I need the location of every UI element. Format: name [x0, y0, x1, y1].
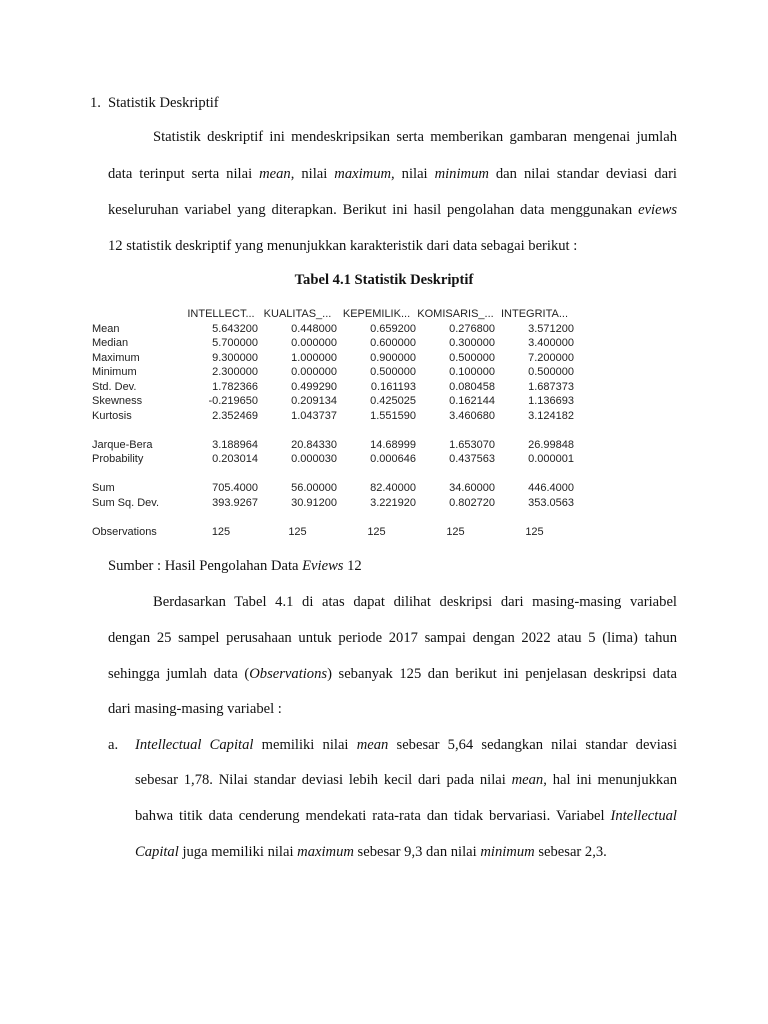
table-cell: 3.188964: [212, 438, 258, 451]
descriptive-stats-table: [92, 307, 574, 539]
table-cell: 0.000030: [291, 453, 337, 465]
table-cell: 34.60000: [449, 482, 495, 494]
table-cell: 1.782366: [212, 380, 258, 393]
table-cell: 20.84330: [291, 438, 337, 451]
table-cell: 0.300000: [449, 337, 495, 349]
table-cell: 0.500000: [528, 366, 574, 378]
table-cell: 82.40000: [370, 482, 416, 494]
table-cell: 0.080458: [449, 380, 495, 393]
table-cell: 0.499290: [291, 380, 337, 393]
table-cell: 393.9267: [212, 496, 258, 509]
para2-line-1: Berdasarkan Tabel 4.1 di atas dapat dilihat deskripsi dari masing-masing variabel: [153, 594, 677, 610]
table-cell: 0.437563: [449, 453, 495, 465]
table-cell: 0.659200: [370, 322, 416, 335]
para2-line-3: sehingga jumlah data (Observations) sebanyak 125 dan berikut ini penjelasan deskripsi data: [108, 666, 677, 682]
table-cell: 446.4000: [528, 482, 574, 494]
table-row: [92, 336, 574, 351]
table-cell: 1.000000: [291, 351, 337, 364]
table-cell: 5.643200: [212, 322, 258, 335]
table-cell: 14.68999: [370, 438, 416, 451]
table-cell: 0.500000: [370, 366, 416, 378]
table-row: [92, 438, 574, 453]
row-label: Median: [92, 337, 129, 349]
table-cell: 0.203014: [212, 453, 258, 465]
table-cell: 125: [525, 525, 544, 538]
row-label: Mean: [92, 322, 120, 335]
table-cell: 0.448000: [291, 322, 337, 335]
list-marker: a.: [108, 737, 119, 753]
table-cell: 0.161193: [370, 380, 416, 393]
table-cell: 0.802720: [449, 496, 495, 509]
table-row: [92, 380, 574, 395]
row-label: Maximum: [92, 351, 140, 364]
table-row: [92, 525, 574, 540]
table-cell: 353.0563: [528, 496, 574, 509]
section-title: Statistik Deskriptif: [108, 95, 219, 111]
column-header: KOMISARIS_...: [417, 308, 494, 320]
table-row: [92, 496, 574, 511]
table-cell: 0.000000: [291, 337, 337, 349]
table-cell: 1.043737: [291, 409, 337, 422]
table-cell: 26.99848: [528, 438, 574, 451]
row-label: Std. Dev.: [92, 380, 137, 393]
item-a-line-3: bahwa titik data cenderung mendekati rata-rata dan tidak bervariasi. Variabel Intellectual: [135, 808, 677, 824]
table-cell: 2.352469: [212, 409, 258, 422]
row-label: Observations: [92, 525, 157, 538]
table-cell: 1.136693: [528, 395, 574, 407]
table-cell: 0.500000: [449, 351, 495, 364]
table-cell: 0.600000: [370, 337, 416, 349]
table-cell: 125: [211, 525, 231, 538]
section-number: 1.: [90, 95, 101, 111]
table-cell: 0.000646: [370, 453, 416, 465]
table-row: [92, 351, 574, 366]
table-row: [92, 322, 574, 337]
table-cell: 0.162144: [449, 395, 495, 407]
table-row: [92, 481, 574, 496]
table-cell: 1.551590: [370, 409, 416, 422]
table-cell: 125: [367, 525, 386, 538]
table-row: [92, 365, 574, 380]
table-row: [92, 394, 574, 409]
row-label: Skewness: [92, 395, 143, 407]
table-cell: 7.200000: [528, 351, 574, 364]
table-cell: 1.687373: [528, 380, 574, 393]
table-cell: 705.4000: [212, 482, 258, 494]
table-cell: 56.00000: [291, 482, 337, 494]
column-header: INTELLECT...: [187, 308, 255, 320]
table-row: [92, 409, 574, 424]
item-a-line-1: Intellectual Capital memiliki nilai mean sebesar 5,64 sedangkan nilai standar deviasi: [135, 737, 677, 753]
row-label: Sum: [92, 482, 115, 494]
table-cell: 0.425025: [370, 395, 416, 407]
intro-line-4: 12 statistik deskriptif yang menunjukkan karakteristik dari data sebagai berikut :: [108, 238, 578, 254]
table-cell: 3.460680: [449, 409, 495, 422]
table-cell: 2.300000: [212, 366, 258, 378]
row-label: Jarque-Bera: [92, 438, 153, 451]
table-source: Sumber : Hasil Pengolahan Data Eviews 12: [108, 558, 362, 574]
table-cell: 3.221920: [370, 496, 416, 509]
table-spacer-row: [92, 510, 574, 525]
table-cell: 3.400000: [528, 337, 574, 349]
intro-line-3: keseluruhan variabel yang diterapkan. Berikut ini hasil pengolahan data menggunakan eviews: [108, 202, 677, 218]
table-caption: Tabel 4.1 Statistik Deskriptif: [294, 272, 474, 288]
intro-line-1: Statistik deskriptif ini mendeskripsikan serta memberikan gambaran mengenai jumlah: [153, 129, 677, 145]
table-cell: 30.91200: [291, 496, 337, 509]
table-cell: -0.219650: [208, 395, 258, 407]
table-cell: 0.276800: [449, 322, 495, 335]
row-label: Sum Sq. Dev.: [92, 496, 160, 509]
row-label: Probability: [92, 453, 144, 465]
table-cell: 9.300000: [212, 351, 258, 364]
column-header: KUALITAS_...: [263, 308, 332, 320]
row-label: Kurtosis: [92, 409, 132, 422]
table-cell: 5.700000: [212, 337, 258, 349]
para2-line-4: dari masing-masing variabel :: [108, 701, 282, 717]
table-cell: 0.000000: [291, 366, 337, 378]
table-cell: 125: [288, 525, 307, 538]
table-cell: 0.209134: [291, 395, 337, 407]
table-cell: 1.653070: [449, 438, 495, 451]
table-cell: 3.571200: [528, 322, 574, 335]
table-row: [92, 452, 574, 467]
item-a-line-4: Capital juga memiliki nilai maximum sebesar 9,3 dan nilai minimum sebesar 2,3.: [135, 844, 607, 860]
table-spacer-row: [92, 423, 574, 438]
table-cell: 0.000001: [528, 453, 574, 465]
table-spacer-row: [92, 467, 574, 482]
item-a-line-2: sebesar 1,78. Nilai standar deviasi lebih kecil dari pada nilai mean, hal ini menunjukkan: [135, 772, 677, 788]
intro-line-2: data terinput serta nilai mean, nilai maximum, nilai minimum dan nilai standar deviasi dari: [108, 166, 677, 182]
table-header-row: [92, 307, 574, 322]
row-label: Minimum: [92, 366, 137, 378]
column-header: INTEGRITA...: [500, 308, 569, 320]
table-cell: 125: [446, 525, 465, 538]
para2-line-2: dengan 25 sampel perusahaan untuk periode 2017 sampai dengan 2022 atau 5 (lima) tahun: [108, 630, 677, 646]
table-cell: 0.100000: [449, 366, 495, 378]
column-header: KEPEMILIK...: [342, 308, 411, 320]
table-cell: 3.124182: [528, 409, 574, 422]
table-cell: 0.900000: [370, 351, 416, 364]
